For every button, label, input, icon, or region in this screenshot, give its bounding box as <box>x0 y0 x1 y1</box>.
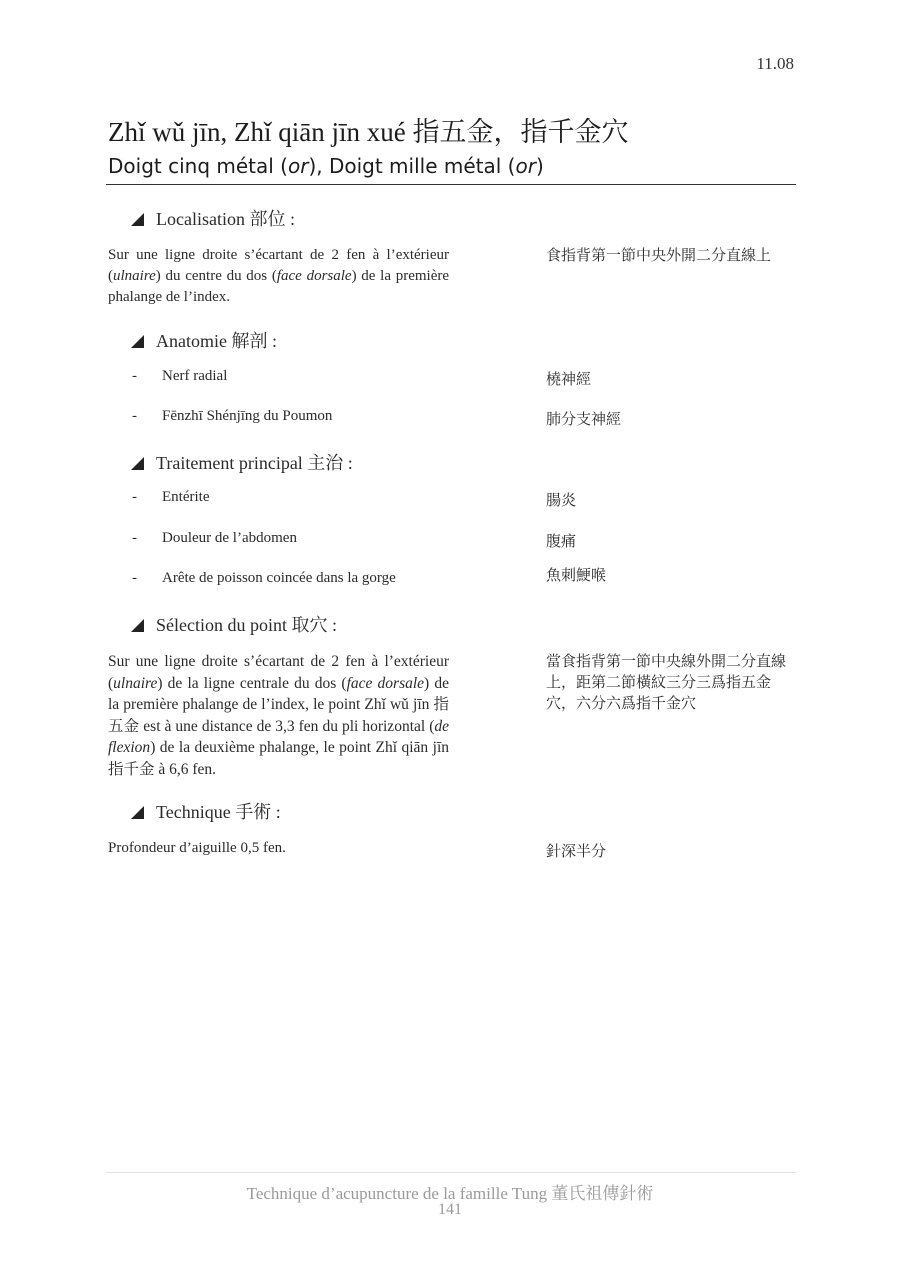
heading-localisation: Localisation 部位 : <box>131 205 295 231</box>
localisation-zh: 食指背第一節中央外開二分直線上 <box>546 246 772 264</box>
footer-divider <box>106 1172 796 1173</box>
heading-anatomie: Anatomie 解剖 : <box>131 327 277 353</box>
title-divider <box>106 184 796 185</box>
heading-selection: Sélection du point 取穴 : <box>131 611 337 637</box>
technique-fr: Profondeur d’aiguille 0,5 fen. <box>108 840 286 856</box>
triangle-bullet-icon <box>131 213 144 226</box>
footer-book-title: Technique d’acupuncture de la famille Tung 董氏祖傳針術 <box>246 1184 654 1203</box>
footer-page-number: 141 <box>438 1201 462 1218</box>
triangle-bullet-icon <box>131 619 144 632</box>
heading-traitement: Traitement principal 主治 : <box>131 449 353 475</box>
triangle-bullet-icon <box>131 335 144 348</box>
section-code: 11.08 <box>756 54 794 73</box>
triangle-bullet-icon <box>131 806 144 819</box>
technique-zh: 針深半分 <box>546 842 607 860</box>
selection-fr: Sur une ligne droite s’écartant de 2 fen à l’extérieur (ulnaire) de la ligne centrale du dos (face dorsale) de la première phalange de l’index, le point Zhǐ wǔ jīn 指五金 est à une distance de 3,3 fen du pli horizontal (de flexion) de la deuxième phalange, le point Zhǐ qiān jīn 指千金 à 6,6 fen. <box>108 653 449 778</box>
localisation-fr: Sur une ligne droite s’écartant de 2 fen à l’extérieur (ulnaire) du centre du dos (face dorsale) de la première phalange de l’index. <box>108 247 450 305</box>
heading-technique: Technique 手術 : <box>131 798 281 824</box>
selection-zh: 當食指背第一節中央線外開二分直線上，距第二節橫紋三分三爲指五金穴，六分六爲指千金穴 <box>546 652 787 712</box>
page-title: Zhǐ wǔ jīn, Zhǐ qiān jīn xué 指五金，指千金穴 <box>108 117 629 147</box>
triangle-bullet-icon <box>131 457 144 470</box>
page-subtitle: Doigt cinq métal (or), Doigt mille métal (or) <box>108 154 544 178</box>
